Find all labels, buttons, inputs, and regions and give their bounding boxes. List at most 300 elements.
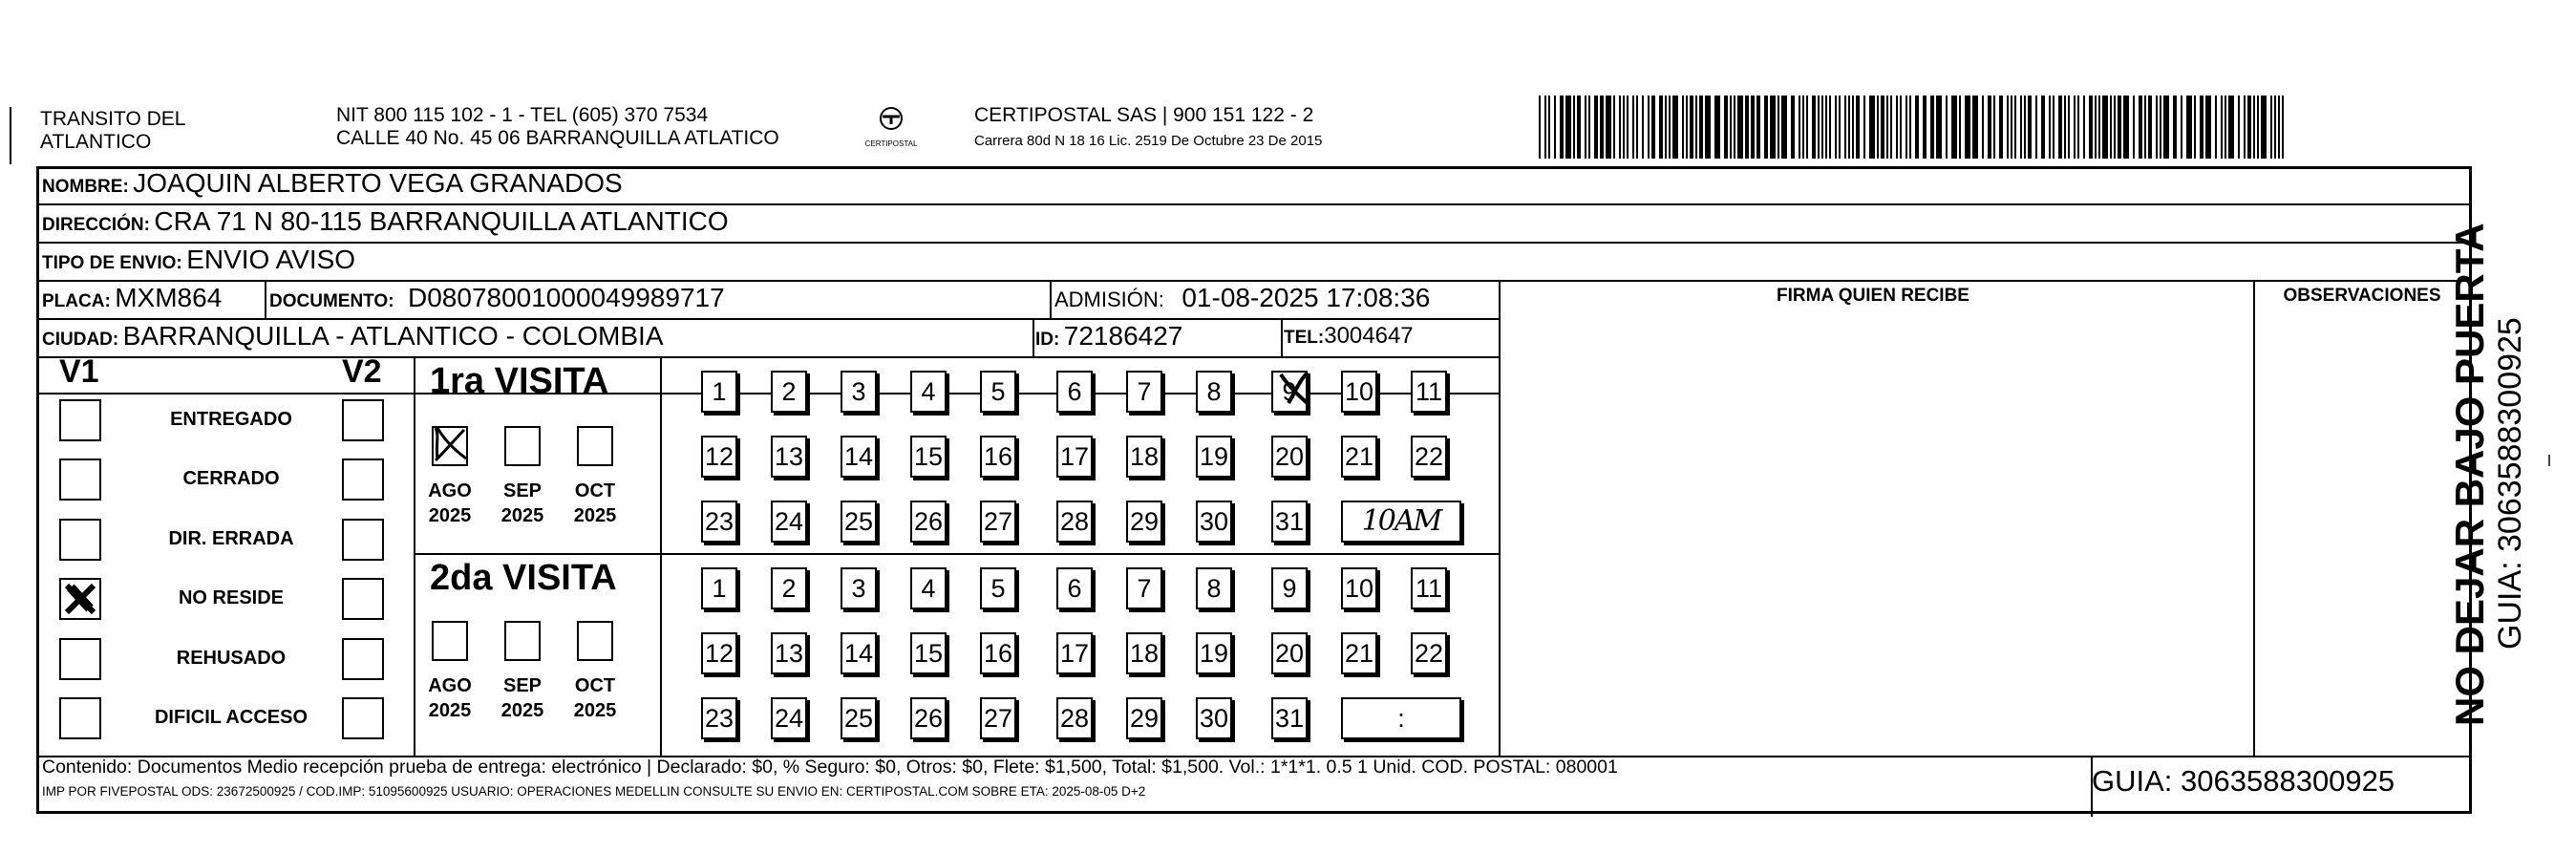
day-box[interactable] [701,436,737,478]
day-number: 4 [921,377,936,406]
day-box[interactable] [1126,436,1162,478]
barcode-bar [2098,96,2100,159]
visit2-time-box[interactable] [1341,697,1461,739]
barcode-bar [1636,96,1638,159]
barcode-bar [2028,96,2032,159]
day-box[interactable] [1271,501,1308,543]
day-box[interactable] [1271,371,1308,413]
barcode-bar [2014,96,2016,159]
day-box[interactable] [980,697,1016,739]
v2-checkbox[interactable] [342,458,384,501]
barcode-bar [1632,96,1634,159]
placa-value: MXM864 [115,283,223,312]
day-number: 4 [921,574,936,603]
barcode-bar [1905,96,1907,159]
barcode-bar [1936,96,1942,159]
day-number: 3 [851,377,866,406]
day-number: 18 [1129,639,1160,668]
day-box[interactable] [1271,632,1308,674]
barcode-bar [1791,96,1795,159]
id-value: 72186427 [1063,321,1183,351]
id-field [1035,319,1182,358]
day-box[interactable] [701,697,737,739]
barcode-bar [1539,96,1541,159]
status-label: CERRADO [182,468,280,489]
nombre-field [42,166,623,205]
barcode-bar [1848,96,1850,159]
x-mark-icon [61,580,99,618]
v1-checkbox[interactable] [59,697,101,739]
barcode-bar [1909,96,1911,159]
firma-label: FIRMA QUIEN RECIBE [1777,286,1969,306]
sender-name-line2: ATLANTICO [40,131,152,153]
month-year: 2025 [573,505,617,526]
barcode-bar [1806,96,1808,159]
day-box[interactable] [841,436,877,478]
day-number: 12 [704,442,734,471]
day-box[interactable] [771,436,807,478]
barcode-bar [2068,96,2070,159]
barcode-bar [2041,96,2045,159]
day-number: 24 [774,507,804,536]
day-number: 7 [1137,574,1152,603]
barcode-bar [2024,96,2026,159]
day-box[interactable] [1056,632,1093,674]
barcode-bar [1812,96,1816,159]
company-line: CERTIPOSTAL SAS | 900 151 122 - 2 [974,104,1314,126]
barcode-bar [1745,96,1749,159]
day-box[interactable] [910,436,947,478]
barcode-bar [2077,96,2079,159]
barcode-bar [1839,96,1841,159]
barcode-bar [2148,96,2152,159]
day-box[interactable] [1196,632,1232,674]
day-number: 15 [913,442,944,471]
barcode-bar [1999,96,2003,159]
barcode-bar [2278,96,2280,159]
v2-checkbox[interactable] [342,399,384,441]
day-box[interactable] [1056,567,1093,609]
day-box[interactable] [1341,567,1377,609]
month-name: OCT [574,675,616,696]
day-number: 19 [1199,639,1229,668]
day-number: 9 [1282,574,1297,603]
day-box[interactable] [701,632,737,674]
day-box[interactable] [1271,567,1308,609]
day-number: 17 [1059,442,1090,471]
status-label: ENTREGADO [170,409,292,430]
barcode-bar [1600,96,1604,159]
day-number: 11 [1415,377,1443,406]
barcode-bar [1554,96,1556,159]
barcode-bar [2163,96,2169,159]
month-year: 2025 [500,700,544,721]
barcode-bar [1821,96,1823,159]
day-number: 2 [781,377,797,406]
day-number: 21 [1344,442,1374,471]
barcode-bar [1651,96,1655,159]
barcode-bar [1972,96,1978,159]
barcode-bar [2200,96,2203,159]
tipo-envio-field [42,243,355,282]
barcode-bar [1877,96,1879,159]
barcode-bar [1642,96,1644,159]
day-box[interactable] [771,632,807,674]
ciudad-label: CIUDAD: [42,330,119,350]
day-number: 18 [1129,442,1160,471]
barcode-bar [1863,96,1865,159]
barcode-bar [2102,96,2108,159]
barcode-bar [1881,96,1884,159]
v1-checkbox[interactable] [59,519,101,561]
day-box[interactable] [1341,436,1377,478]
barcode-bar [1770,96,1776,159]
barcode-bar [2225,96,2226,159]
day-number: 10 [1344,377,1374,406]
tipo-envio-label: TIPO DE ENVIO: [42,253,182,273]
barcode-bar [1951,96,1957,159]
col-divider-id [1033,318,1034,356]
day-box[interactable] [980,567,1016,609]
barcode-bar [1930,96,1934,159]
day-box[interactable] [1411,567,1447,609]
barcode-bar [1665,96,1667,159]
barcode-bar [1577,96,1581,159]
col-divider-placa [265,280,266,318]
barcode-bar [2282,96,2284,159]
barcode-bar [2247,96,2251,159]
v2-label: V2 [342,353,382,390]
day-number: 31 [1274,704,1305,733]
barcode-bar [1648,96,1650,159]
visit1-time-box[interactable] [1341,501,1461,543]
day-box[interactable] [771,501,807,543]
col-divider-admision [1050,280,1052,318]
barcode-bar [2110,96,2112,159]
day-number: 14 [843,442,874,471]
barcode-bar [1825,96,1827,159]
barcode-bar [1705,96,1711,159]
day-number: 20 [1274,442,1305,471]
barcode-bar [1844,96,1846,159]
day-box[interactable] [1126,371,1162,413]
v1-checkbox[interactable] [59,399,101,441]
v1-checkbox[interactable] [59,638,101,680]
tel-label: TEL: [1284,328,1325,348]
admision-label: ADMISIÓN: [1054,288,1164,311]
barcode-bar [2205,96,2211,159]
day-number: 31 [1274,507,1305,536]
v2-checkbox[interactable] [342,697,384,739]
day-box[interactable] [980,501,1016,543]
placa-field [42,281,222,320]
v2-checkbox[interactable] [342,638,384,680]
barcode-bar [1699,96,1703,159]
barcode-bar [2049,96,2051,159]
day-number: 26 [913,704,944,733]
barcode-bar [2274,96,2276,159]
barcode-bar [1669,96,1671,159]
barcode-bar [1896,96,1898,159]
month-name: AGO [428,480,472,501]
day-box[interactable] [1126,632,1162,674]
status-label: REHUSADO [176,648,287,669]
day-number: 16 [983,442,1013,471]
barcode-bar [1869,96,1875,159]
handwritten-check-icon [1271,369,1313,411]
documento-label: DOCUMENTO: [269,291,394,311]
month-year: 2025 [428,700,472,721]
visit1-title: 1ra VISITA [430,361,609,401]
day-number: 28 [1059,704,1090,733]
day-box[interactable] [1411,436,1447,478]
sender-address: CALLE 40 No. 45 06 BARRANQUILLA ATLATICO [336,127,779,149]
day-box[interactable] [1126,501,1162,543]
observaciones-label: OBSERVACIONES [2283,286,2441,306]
barcode-bar [2118,96,2121,159]
day-box[interactable] [1341,632,1377,674]
barcode-bar [1573,96,1575,159]
barcode-bar [2095,96,2097,159]
day-number: 26 [913,507,944,536]
day-box[interactable] [771,371,807,413]
barcode-bar [1613,96,1615,159]
direccion-label: DIRECCIÓN: [42,215,150,235]
day-number: 19 [1199,442,1229,471]
month-name: AGO [428,675,472,696]
day-number: 30 [1199,507,1229,536]
day-box[interactable] [841,632,877,674]
barcode-bar [2244,96,2246,159]
day-box[interactable] [980,371,1016,413]
barcode-bar [1623,96,1625,159]
time-placeholder: : [1397,704,1405,733]
day-box[interactable] [841,501,877,543]
month-checkbox[interactable] [504,426,541,466]
barcode-bar [1818,96,1820,159]
barcode-bar [2133,96,2135,159]
barcode-bar [1993,96,1995,159]
month-year: 2025 [573,700,617,721]
month-checkbox[interactable] [577,621,613,661]
day-number: 16 [983,639,1013,668]
barcode-bar [2058,96,2062,159]
direccion-value: CRA 71 N 80-115 BARRANQUILLA ATLANTICO [154,206,729,236]
day-number: 9 [1282,377,1297,406]
ciudad-value: BARRANQUILLA - ATLANTICO - COLOMBIA [122,321,664,351]
day-number: 21 [1344,639,1374,668]
day-number: 11 [1415,574,1443,603]
day-number: 2 [781,574,797,603]
barcode-bar [2074,96,2076,159]
v2-checkbox[interactable] [342,578,384,620]
barcode-bar [2228,96,2234,159]
day-box[interactable] [910,501,947,543]
day-box[interactable] [910,697,947,739]
day-box[interactable] [1126,697,1162,739]
day-box[interactable] [701,501,737,543]
barcode-bar [1682,96,1684,159]
day-number: 30 [1199,704,1229,733]
day-box[interactable] [1056,501,1093,543]
barcode-bar [1890,96,1892,159]
margin-mark [10,107,11,164]
day-box[interactable] [1196,501,1232,543]
barcode-bar [1714,96,1720,159]
handwritten-x-icon [430,424,472,462]
barcode-bar [2194,96,2196,159]
barcode-bar [1900,96,1902,159]
barcode-bar [2181,96,2182,159]
day-number: 29 [1129,507,1160,536]
v2-checkbox[interactable] [342,519,384,561]
day-box[interactable] [1341,371,1377,413]
day-number: 25 [843,507,874,536]
month-checkbox[interactable] [432,426,468,466]
v1-checkbox[interactable] [59,458,101,501]
barcode-bar [2020,96,2022,159]
day-number: 27 [983,507,1013,536]
day-number: 13 [774,639,804,668]
day-number: 29 [1129,704,1160,733]
barcode-bar [1565,96,1571,159]
day-number: 6 [1067,574,1082,603]
barcode-bar [2173,96,2177,159]
day-box[interactable] [1411,371,1447,413]
sender-name-line1: TRANSITO DEL [40,108,186,130]
day-box[interactable] [1271,697,1308,739]
footer-imp: IMP POR FIVEPOSTAL ODS: 23672500925 / COD.IMP: 51095600925 USUARIO: OPERACIONES MEDELLIN CONSULTE SU ENVIO EN: CERTIPOSTAL.COM SOBRE ETA: 2025-08-05 D+2 [42,784,1146,799]
day-box[interactable] [1126,567,1162,609]
day-number: 15 [913,639,944,668]
barcode-bar [2089,96,2093,159]
day-box[interactable] [841,371,877,413]
col-divider-tel [1281,318,1283,356]
barcode-bar [2221,96,2223,159]
barcode-bar [1923,96,1927,159]
day-number: 5 [990,574,1006,603]
day-number: 14 [843,639,874,668]
barcode-bar [1751,96,1755,159]
barcode-bar [1734,96,1735,159]
day-number: 12 [704,639,734,668]
day-box[interactable] [701,371,737,413]
barcode-bar [1764,96,1768,159]
visit-divider [414,553,1499,555]
day-box[interactable] [1056,436,1093,478]
day-box[interactable] [1196,371,1232,413]
license-line: Carrera 80d N 18 16 Lic. 2519 De Octubre 23 De 2015 [974,133,1323,149]
barcode-bar [2007,96,2009,159]
v1-label: V1 [59,353,99,390]
barcode-bar [2114,96,2116,159]
barcode-bar [1737,96,1743,159]
month-checkbox[interactable] [577,426,613,466]
month-checkbox[interactable] [432,621,468,661]
barcode-bar [2238,96,2240,159]
barcode-bar [1915,96,1919,159]
barcode-bar [1965,96,1970,159]
day-box[interactable] [1271,436,1308,478]
day-box[interactable] [1411,632,1447,674]
day-number: 5 [990,377,1006,406]
id-label: ID: [1035,330,1060,350]
barcode-bar [2156,96,2158,159]
admision-field [1054,281,1430,320]
day-number: 25 [843,704,874,733]
month-checkbox[interactable] [504,621,541,661]
day-box[interactable] [980,632,1016,674]
col-divider-visits [660,356,662,756]
col-divider-obs [2253,280,2255,756]
barcode-bar [1627,96,1629,159]
day-number: 3 [851,574,866,603]
day-box[interactable] [841,567,877,609]
day-box[interactable] [771,567,807,609]
day-number: 8 [1206,377,1222,406]
day-number: 24 [774,704,804,733]
day-box[interactable] [701,567,737,609]
placa-label: PLACA: [42,291,111,311]
logo-text: CERTIPOSTAL [864,139,918,148]
day-number: 27 [983,704,1013,733]
barcode-bar [2253,96,2255,159]
barcode-bar [1802,96,1804,159]
barcode-bar [1724,96,1728,159]
barcode-bar [1886,96,1888,159]
status-label: NO RESIDE [178,587,285,608]
day-box[interactable] [1056,371,1093,413]
direccion-field [42,204,729,244]
barcode-bar [2186,96,2192,159]
month-year: 2025 [428,505,472,526]
barcode-bar [2160,96,2161,159]
barcode-bar [2083,96,2085,159]
day-box[interactable] [980,436,1016,478]
barcode-bar [2261,96,2267,159]
day-box[interactable] [1196,436,1232,478]
day-number: 8 [1206,574,1222,603]
col-divider-firma [1499,280,1501,756]
day-number: 10 [1344,574,1374,603]
day-box[interactable] [910,567,947,609]
day-box[interactable] [1196,567,1232,609]
barcode-bar [1982,96,1984,159]
ciudad-field [42,319,664,358]
day-box[interactable] [1196,697,1232,739]
tel-value: 3004647 [1324,323,1414,349]
day-number: 7 [1137,377,1152,406]
day-number: 28 [1059,507,1090,536]
barcode-bar [1659,96,1663,159]
barcode-bar [2215,96,2217,159]
v1-checkbox[interactable] [59,578,101,620]
day-number: 23 [704,507,734,536]
day-box[interactable] [910,632,947,674]
day-box[interactable] [841,697,877,739]
side-warning: NO DEJAR BAJO PUERTA [2447,223,2492,726]
day-box[interactable] [910,371,947,413]
barcode-bar [1781,96,1787,159]
barcode-bar [1946,96,1948,159]
side-guia: GUIA: 3063588300925 [2492,317,2528,650]
day-box[interactable] [771,697,807,739]
day-box[interactable] [1056,697,1093,739]
tel-field [1284,319,1414,356]
barcode-bar [2123,96,2129,159]
barcode [1539,96,2284,159]
barcode-bar [1585,96,1586,159]
